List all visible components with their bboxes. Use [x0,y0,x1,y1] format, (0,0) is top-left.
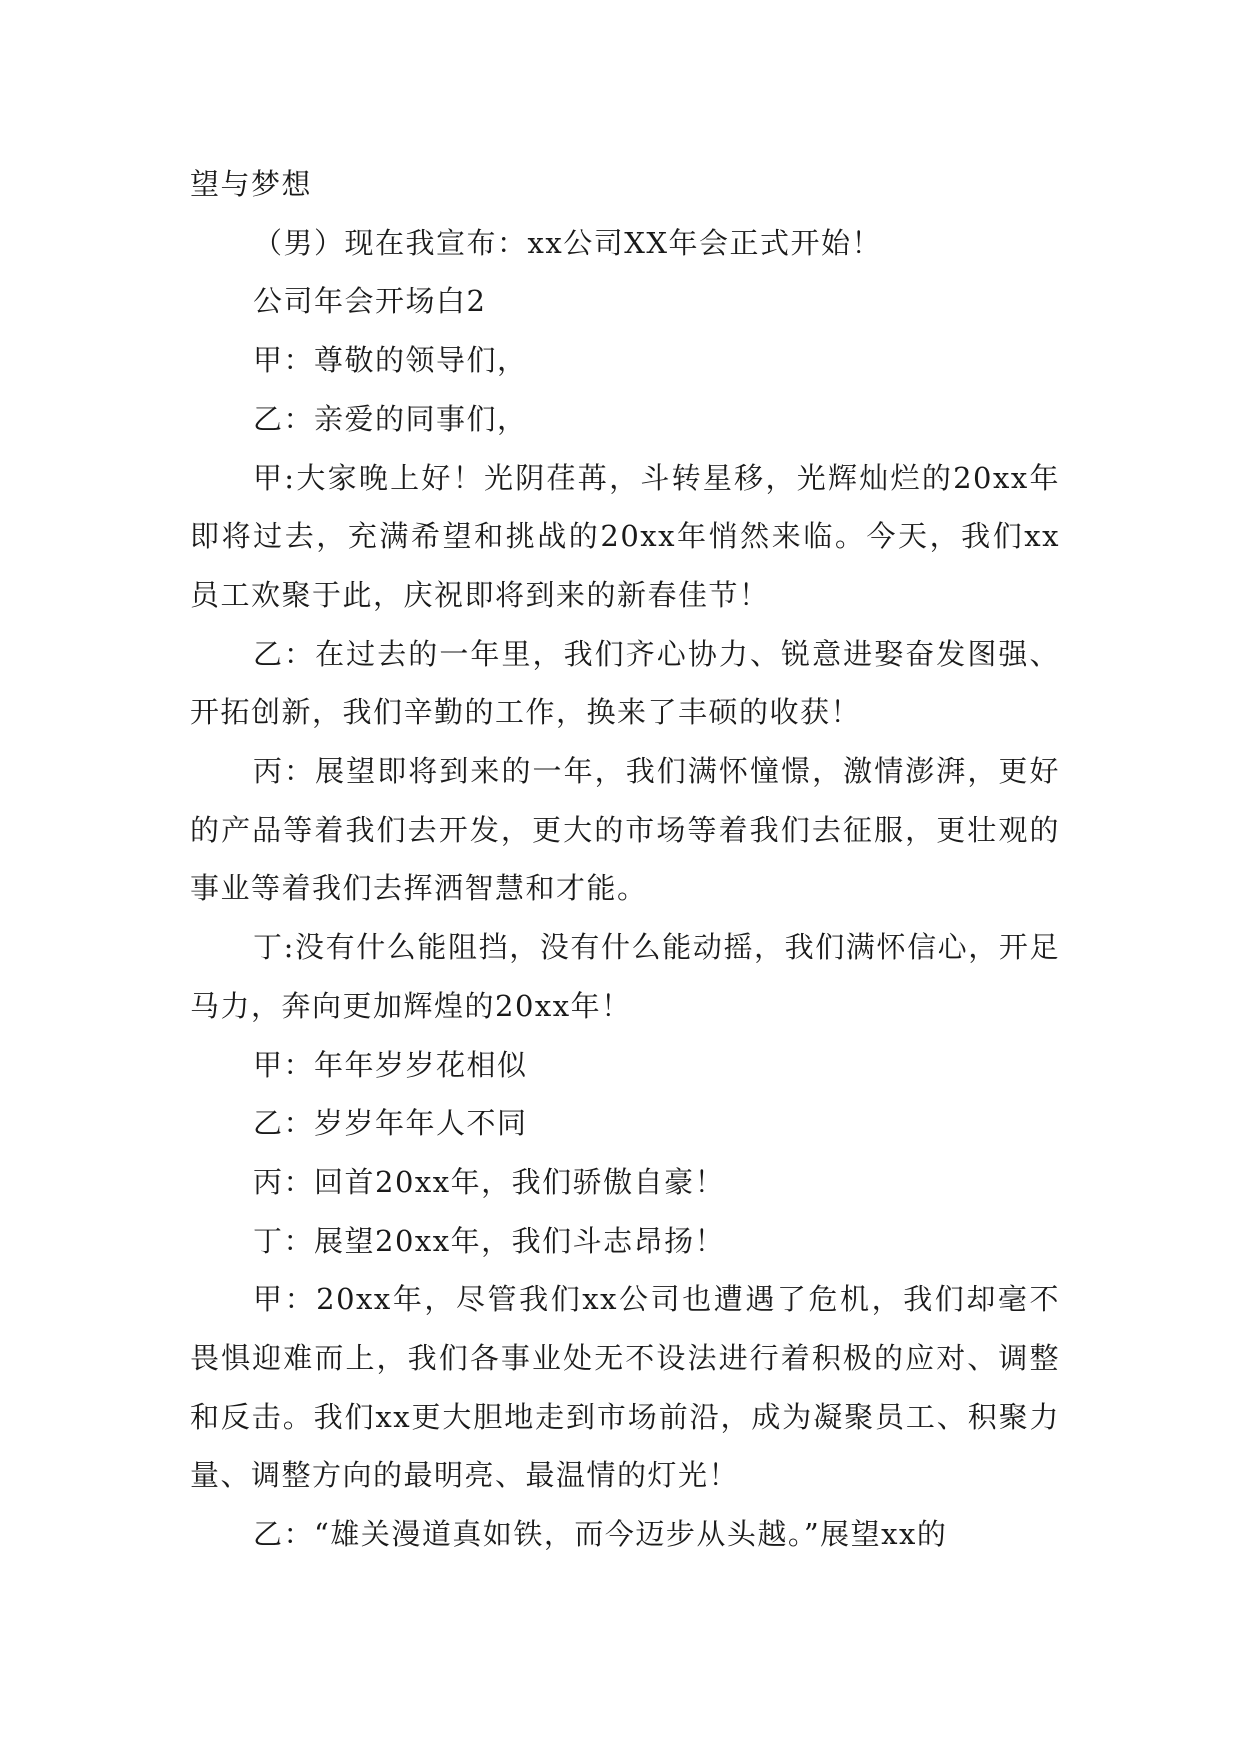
paragraph-line: 甲：20xx年，尽管我们xx公司也遭遇了危机，我们却毫不畏惧迎难而上，我们各事业处无不设法进行着积极的应对、调整和反击。我们xx更大胆地走到市场前沿，成为凝聚员工、积聚力量、调整方向的最明亮、最温情的灯光！ [190,1282,1060,1493]
paragraph-announcement: （男）现在我宣布：xx公司XX年会正式开始！ [253,225,883,260]
paragraph-line: 丙：回首20xx年，我们骄傲自豪！ [253,1164,726,1199]
paragraph-continuation: 望与梦想 [190,167,313,201]
paragraph-line: 甲：尊敬的领导们， [253,343,528,378]
paragraph-line: 甲:大家晚上好！光阴荏苒，斗转星移，光辉灿烂的20xx年即将过去，充满希望和挑战的20xx年悄然来临。今天，我们xx员工欢聚于此，庆祝即将到来的新春佳节！ [190,460,1060,612]
paragraph-line: 乙：在过去的一年里，我们齐心协力、锐意进娶奋发图强、开拓创新，我们辛勤的工作，换来了丰硕的收获！ [190,636,1060,730]
paragraph-line: 甲：年年岁岁花相似 [253,1047,528,1082]
paragraph-line: 乙：“雄关漫道真如铁，而今迈步从头越。”展望xx的 [253,1517,948,1552]
paragraph-line: 丙：展望即将到来的一年，我们满怀憧憬，激情澎湃，更好的产品等着我们去开发，更大的市场等着我们去征服，更壮观的事业等着我们去挥洒智慧和才能。 [190,754,1060,906]
section-heading: 公司年会开场白2 [253,284,487,319]
paragraph-line: 乙：亲爱的同事们， [253,401,528,436]
paragraph-line: 丁:没有什么能阻挡，没有什么能动摇，我们满怀信心，开足马力，奔向更加辉煌的20xx年！ [190,930,1060,1023]
paragraph-line: 乙：岁岁年年人不同 [253,1106,528,1141]
document-body [190,155,1060,1564]
paragraph-line: 丁：展望20xx年，我们斗志昂扬！ [253,1223,726,1258]
